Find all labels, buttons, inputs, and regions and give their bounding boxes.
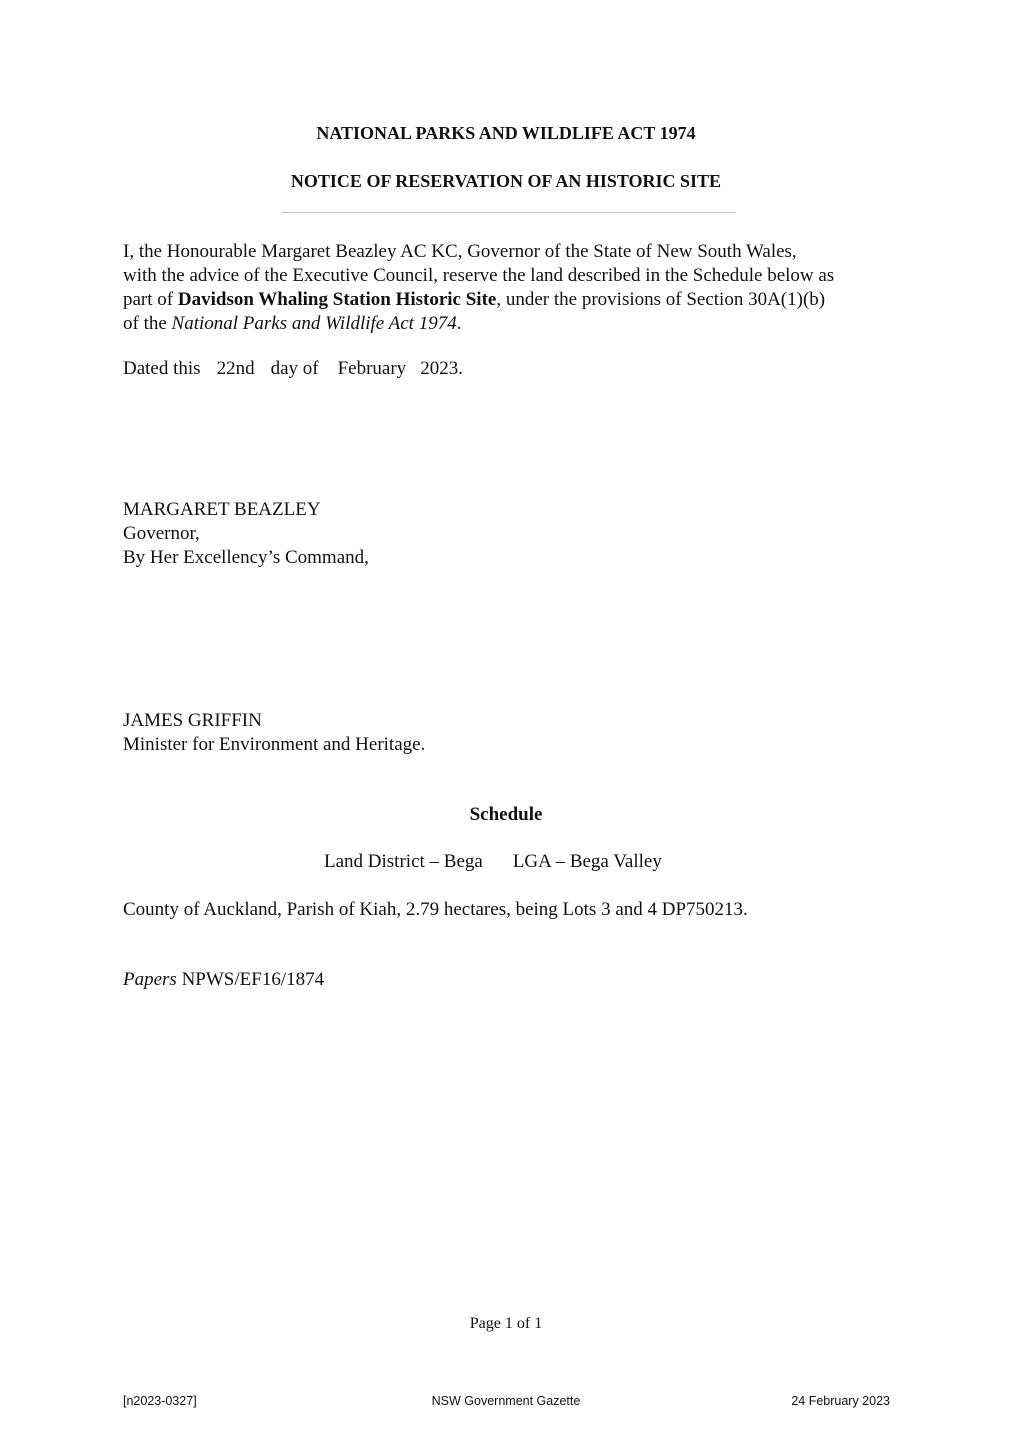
- papers-ref: NPWS/EF16/1874: [181, 969, 325, 990]
- lga: LGA – Bega Valley: [512, 851, 662, 872]
- title-divider: [282, 212, 736, 213]
- dated-day-of: day of: [270, 358, 319, 379]
- land-district: Land District – Bega: [324, 851, 483, 872]
- footer-date: 24 February 2023: [791, 1394, 890, 1408]
- dated-year: 2023.: [420, 358, 463, 379]
- governor-name: MARGARET BEAZLEY: [123, 499, 321, 520]
- minister-title: Minister for Environment and Heritage.: [123, 734, 426, 755]
- footer-ref: [n2023-0327]: [123, 1394, 197, 1408]
- act-title: NATIONAL PARKS AND WILDLIFE ACT 1974: [316, 123, 696, 143]
- paragraph-line-3-suffix: , under the provisions of Section 30A(1)(b): [496, 289, 826, 310]
- governor-command: By Her Excellency’s Command,: [123, 547, 369, 568]
- papers-label: Papers: [123, 969, 177, 990]
- footer-publication: NSW Government Gazette: [431, 1394, 581, 1408]
- dated-label: Dated this: [123, 358, 201, 379]
- papers-line: [123, 968, 324, 992]
- paragraph-line-1: I, the Honourable Margaret Beazley AC KC, Governor of the State of New South Wales,: [123, 241, 797, 262]
- governor-title: Governor,: [123, 523, 200, 544]
- paragraph-line-3-prefix: part of: [123, 289, 178, 310]
- dated-line: [123, 357, 463, 381]
- schedule-district-line: [324, 850, 662, 874]
- paragraph-line-4-suffix: .: [456, 313, 462, 334]
- land-description: County of Auckland, Parish of Kiah, 2.79 hectares, being Lots 3 and 4 DP750213.: [123, 899, 748, 920]
- dated-day: 22nd: [216, 358, 255, 379]
- act-name-italic: National Parks and Wildlife Act 1974: [171, 313, 457, 334]
- notice-title: NOTICE OF RESERVATION OF AN HISTORIC SITE: [290, 171, 722, 191]
- minister-name: JAMES GRIFFIN: [123, 710, 262, 731]
- paragraph-line-3: [123, 288, 903, 312]
- paragraph-line-4: [123, 312, 903, 336]
- dated-month: February: [337, 358, 407, 379]
- reservation-paragraph: [123, 240, 903, 336]
- schedule-heading: Schedule: [469, 804, 543, 825]
- paragraph-line-4-prefix: of the: [123, 313, 172, 334]
- site-name: Davidson Whaling Station Historic Site: [177, 289, 497, 310]
- page-number: Page 1 of 1: [469, 1315, 543, 1332]
- paragraph-line-2: with the advice of the Executive Council, reserve the land described in the Schedule below as: [123, 265, 835, 286]
